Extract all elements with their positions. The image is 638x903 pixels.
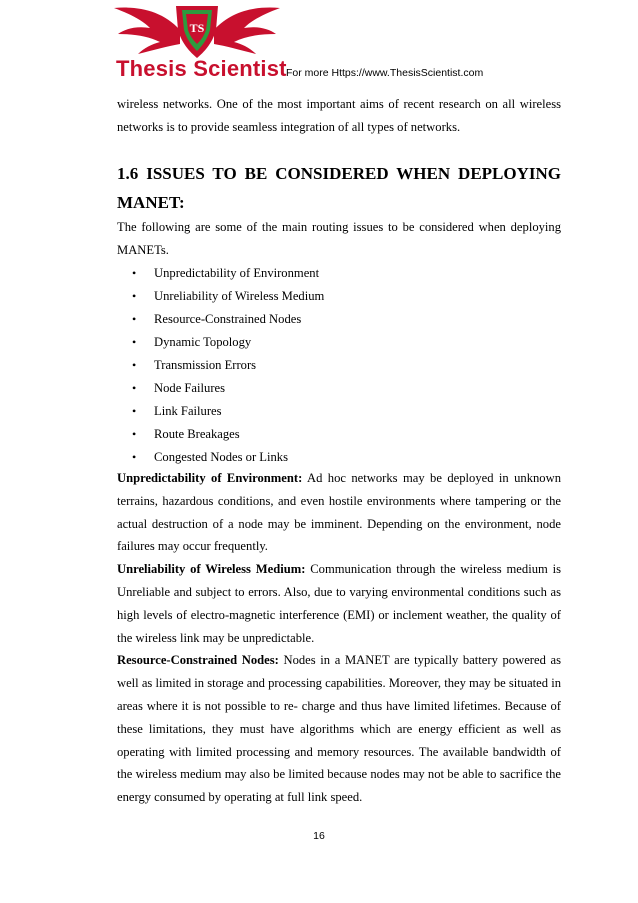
bullet-icon: • xyxy=(132,404,137,418)
logo-text: Thesis Scientist xyxy=(116,56,287,81)
bullet-icon: • xyxy=(132,358,137,372)
bullet-icon: • xyxy=(132,289,137,303)
list-item-label: Node Failures xyxy=(154,381,225,395)
list-item xyxy=(117,377,561,400)
subsection-title: Resource-Constrained Nodes: xyxy=(117,653,279,668)
bullet-icon: • xyxy=(132,450,137,464)
list-item-label: Resource-Constrained Nodes xyxy=(154,312,302,326)
unreliability-paragraph xyxy=(117,558,561,649)
list-item-label: Congested Nodes or Links xyxy=(154,450,288,464)
list-item xyxy=(117,400,561,423)
subsection-body: Nodes in a MANET are typically battery powered as well as limited in storage and processing capabilities. Moreover, they may be situated in areas where it is not possible to re- charge and thus have limited lifetimes. Because of these limitations, they must have algorithms which are energy efficient as well as operating with limited processing and memory resources. The available bandwidth of the wireless medium may also be limited because nodes may not be able to sacrifice the energy consumed by operating at full link speed. xyxy=(117,653,562,805)
subsection-title: Unpredictability of Environment: xyxy=(117,471,303,485)
list-item-label: Unpredictability of Environment xyxy=(154,266,320,280)
resource-constrained-paragraph xyxy=(117,649,561,809)
list-item xyxy=(117,285,561,308)
list-item-label: Route Breakages xyxy=(154,427,240,441)
page-number: 16 xyxy=(313,830,325,842)
bullet-icon: • xyxy=(132,266,137,280)
bullet-icon: • xyxy=(132,312,137,326)
intro-paragraph: wireless networks. One of the most important aims of recent research on all wireless networks is to provide seamless integration of all types of networks. xyxy=(117,97,561,134)
section-intro-paragraph: The following are some of the main routing issues to be considered when deploying MANETs. xyxy=(117,220,561,257)
issue-descriptions xyxy=(117,467,561,809)
list-item-label: Link Failures xyxy=(154,404,222,418)
subsection-body: Ad hoc networks may be deployed in unknown terrains, hazardous conditions, and even hostile environments where tampering or the actual destruction of a node may be imminent. Depending on the environment, node failures may occur frequently. xyxy=(117,471,561,554)
list-item xyxy=(117,446,561,469)
list-item xyxy=(117,423,561,446)
list-item xyxy=(117,262,561,285)
subsection-body: Communication through the wireless medium is Unreliable and subject to errors. Also, due to varying environmental conditions such as high levels of electro-magnetic interference (EMI) or inclement weather, the quality of the wireless link may be unpredictable. xyxy=(117,562,562,645)
bullet-icon: • xyxy=(132,335,137,349)
bullet-icon: • xyxy=(132,381,137,395)
page-header xyxy=(0,0,638,90)
list-item xyxy=(117,331,561,354)
list-item-label: Dynamic Topology xyxy=(154,335,252,349)
list-item xyxy=(117,308,561,331)
header-website-link[interactable]: For more Https://www.ThesisScientist.com xyxy=(286,67,484,79)
list-item-label: Transmission Errors xyxy=(154,358,257,372)
list-item xyxy=(117,354,561,377)
svg-text:TS: TS xyxy=(189,21,205,35)
thesis-scientist-logo xyxy=(112,0,287,88)
section-heading: 1.6 ISSUES TO BE CONSIDERED WHEN DEPLOYING MANET: xyxy=(117,164,561,212)
unpredictability-paragraph xyxy=(117,467,561,558)
issues-bullet-list xyxy=(117,262,561,469)
subsection-title: Unreliability of Wireless Medium: xyxy=(117,562,306,577)
list-item-label: Unreliability of Wireless Medium xyxy=(154,289,325,303)
winged-shield-icon xyxy=(112,0,282,60)
bullet-icon: • xyxy=(132,427,137,441)
